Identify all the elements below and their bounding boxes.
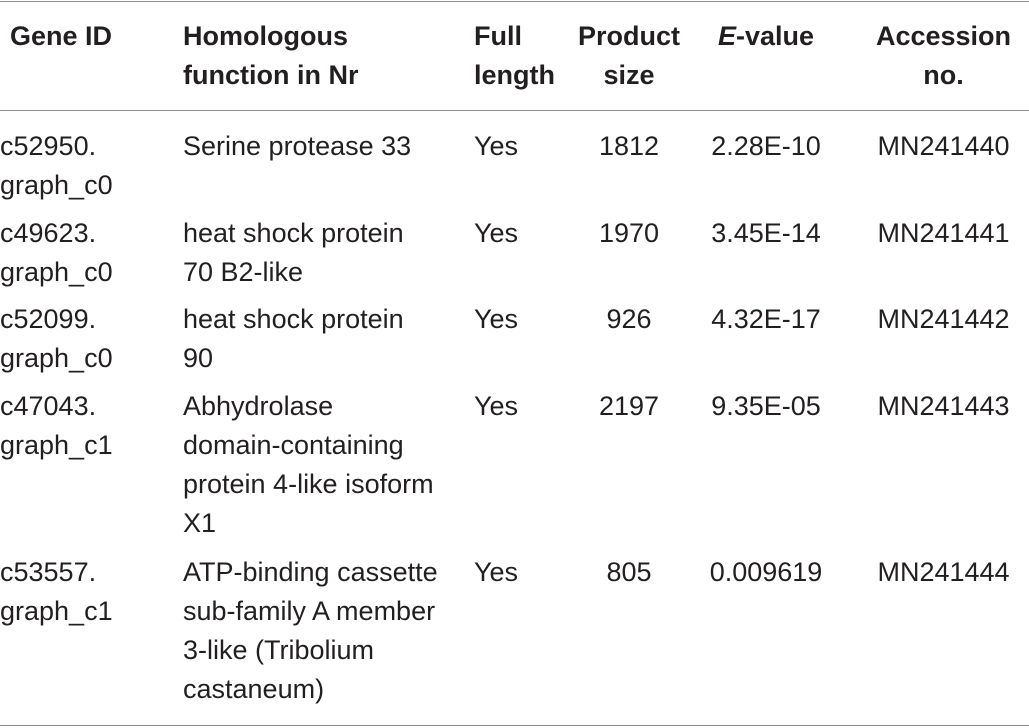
header-product-size-line: Product [577,21,680,51]
gene-id-cell [0,214,165,292]
gene-id-line: c52950. [0,131,97,161]
function-line: protein 4-like isoform [183,469,434,499]
function-line: ATP-binding cassette [183,557,438,587]
function-line: 3-like (Tribolium [183,635,375,665]
product-size-cell: 926 [606,304,652,334]
evalue-cell: 0.009619 [709,557,823,587]
full-length-cell: Yes [474,131,519,161]
gene-id-line: c47043. [0,391,97,421]
header-evalue [696,17,836,56]
function-cell [183,300,468,378]
header-evalue-italic: E [717,21,736,51]
function-line: castaneum) [183,674,325,704]
gene-id-cell [0,300,165,378]
header-function-line: function in Nr [183,60,359,90]
gene-id-line: graph_c0 [0,257,113,287]
product-size-cell: 1812 [598,131,660,161]
function-line: Serine protease 33 [183,131,412,161]
full-length-cell: Yes [474,391,519,421]
accession-cell: MN241443 [877,391,1010,421]
table-top-rule [0,1,1029,2]
gene-id-cell [0,553,165,631]
full-length-cell: Yes [474,557,519,587]
header-gene-id: Gene ID [10,21,113,51]
header-function-line: Homologous [183,21,348,51]
header-product-size-line: size [603,60,655,90]
function-line: 90 [183,343,214,373]
gene-id-line: c49623. [0,218,97,248]
gene-id-cell [0,387,165,465]
gene-id-line: c52099. [0,304,97,334]
function-line: X1 [183,508,217,538]
gene-id-line: graph_c1 [0,596,113,626]
gene-id-line: c53557. [0,557,97,587]
full-length-cell: Yes [474,218,519,248]
header-full-length [474,17,569,95]
header-accession-line: no. [923,60,964,90]
evalue-cell: 9.35E-05 [711,391,821,421]
function-cell [183,214,468,292]
accession-cell: MN241440 [877,131,1010,161]
function-line: heat shock protein [183,304,404,334]
header-accession [862,17,1025,95]
evalue-cell: 2.28E-10 [711,131,821,161]
product-size-cell: 805 [606,557,652,587]
accession-cell: MN241444 [877,557,1010,587]
header-rule [0,110,1029,111]
gene-id-line: graph_c0 [0,343,113,373]
product-size-cell: 1970 [598,218,660,248]
product-size-cell: 2197 [598,391,660,421]
accession-cell: MN241441 [877,218,1010,248]
evalue-cell: 3.45E-14 [711,218,821,248]
header-function [183,17,468,95]
function-line: 70 B2-like [183,257,304,287]
header-full-length-line: Full [474,21,522,51]
accession-cell: MN241442 [877,304,1010,334]
gene-id-cell [0,127,165,205]
gene-id-line: graph_c1 [0,430,113,460]
header-full-length-line: length [474,60,555,90]
function-line: sub-family A member [183,596,436,626]
function-line: Abhydrolase [183,391,334,421]
full-length-cell: Yes [474,304,519,334]
header-product-size [568,17,690,95]
evalue-cell: 4.32E-17 [711,304,821,334]
function-line: domain-containing [183,430,404,460]
function-line: heat shock protein [183,218,404,248]
function-cell [183,553,468,709]
function-cell [183,387,468,543]
function-cell [183,127,468,166]
table-bottom-rule [0,725,1029,726]
header-evalue-rest: -value [735,21,815,51]
gene-id-line: graph_c0 [0,170,113,200]
header-accession-line: Accession [875,21,1012,51]
